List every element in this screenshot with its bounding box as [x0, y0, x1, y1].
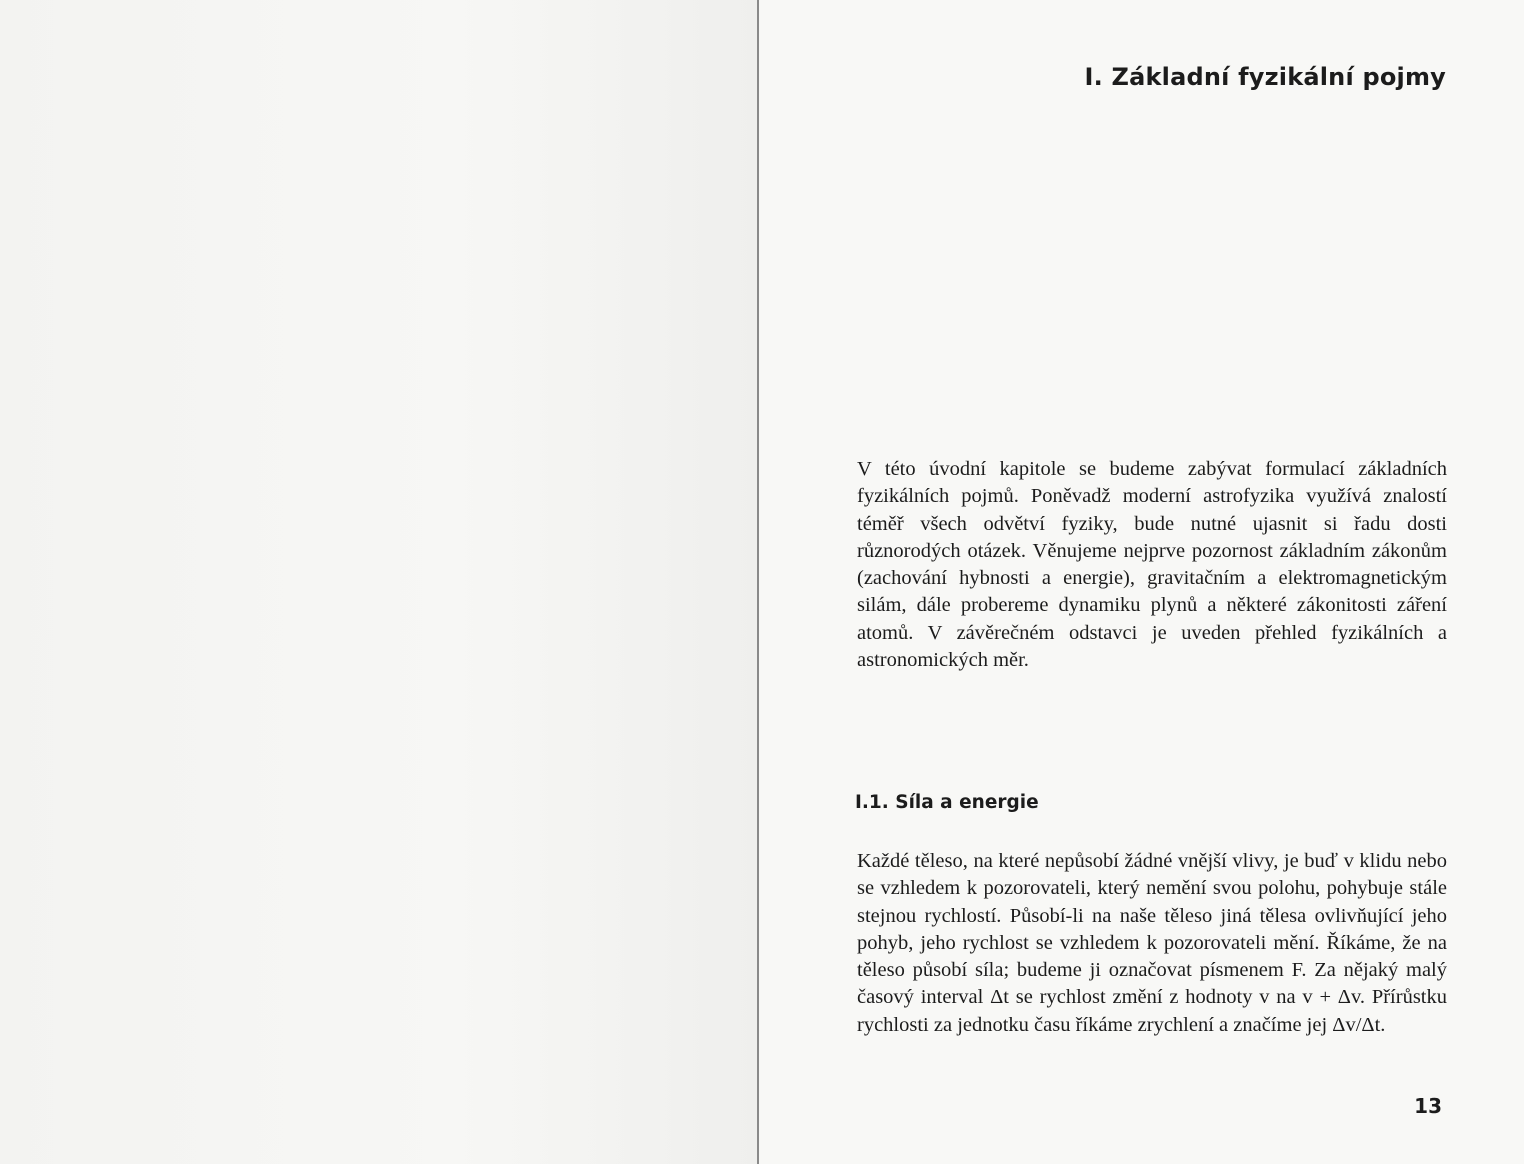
page-number: 13 — [1414, 1094, 1442, 1118]
book-gutter — [757, 0, 759, 1164]
section-paragraph: Každé těleso, na které nepůsobí žádné vnější vlivy, je buď v klidu nebo se vzhledem k pozorovateli, který nemění svou polohu, pohybuje stále stejnou rychlostí. Působí-li na naše těleso jiná tělesa ovlivňující jeho pohyb, jeho rychlost se vzhledem k pozorovateli mění. Říkáme, že na těleso působí síla; budeme ji označovat písmenem F. Za nějaký malý časový interval Δt se rychlost změní z hodnoty v na v + Δv. Přírůstku rychlosti za jednotku času říkáme zrychlení a značíme jej Δv/Δt. — [857, 850, 1447, 1036]
section-title: I.1. Síla a energie — [855, 792, 1039, 813]
chapter-title: I. Základní fyzikální pojmy — [1084, 63, 1446, 91]
left-page — [0, 0, 758, 1164]
chapter-intro-paragraph: V této úvodní kapitole se budeme zabývat formulací základních fyzikálních pojmů. Poněvadž moderní astrofyzika využívá znalostí téměř všech odvětví fyziky, bude nutné ujasnit si řadu dosti různorodých otázek. Věnujeme nejprve pozornost základním zákonům (zachování hybnosti a energie), gravitačním a elektromagnetickým silám, dále probereme dynamiku plynů a některé zákonitosti záření atomů. V závěrečném odstavci je uveden přehled fyzikálních a astronomických měr. — [857, 458, 1447, 672]
